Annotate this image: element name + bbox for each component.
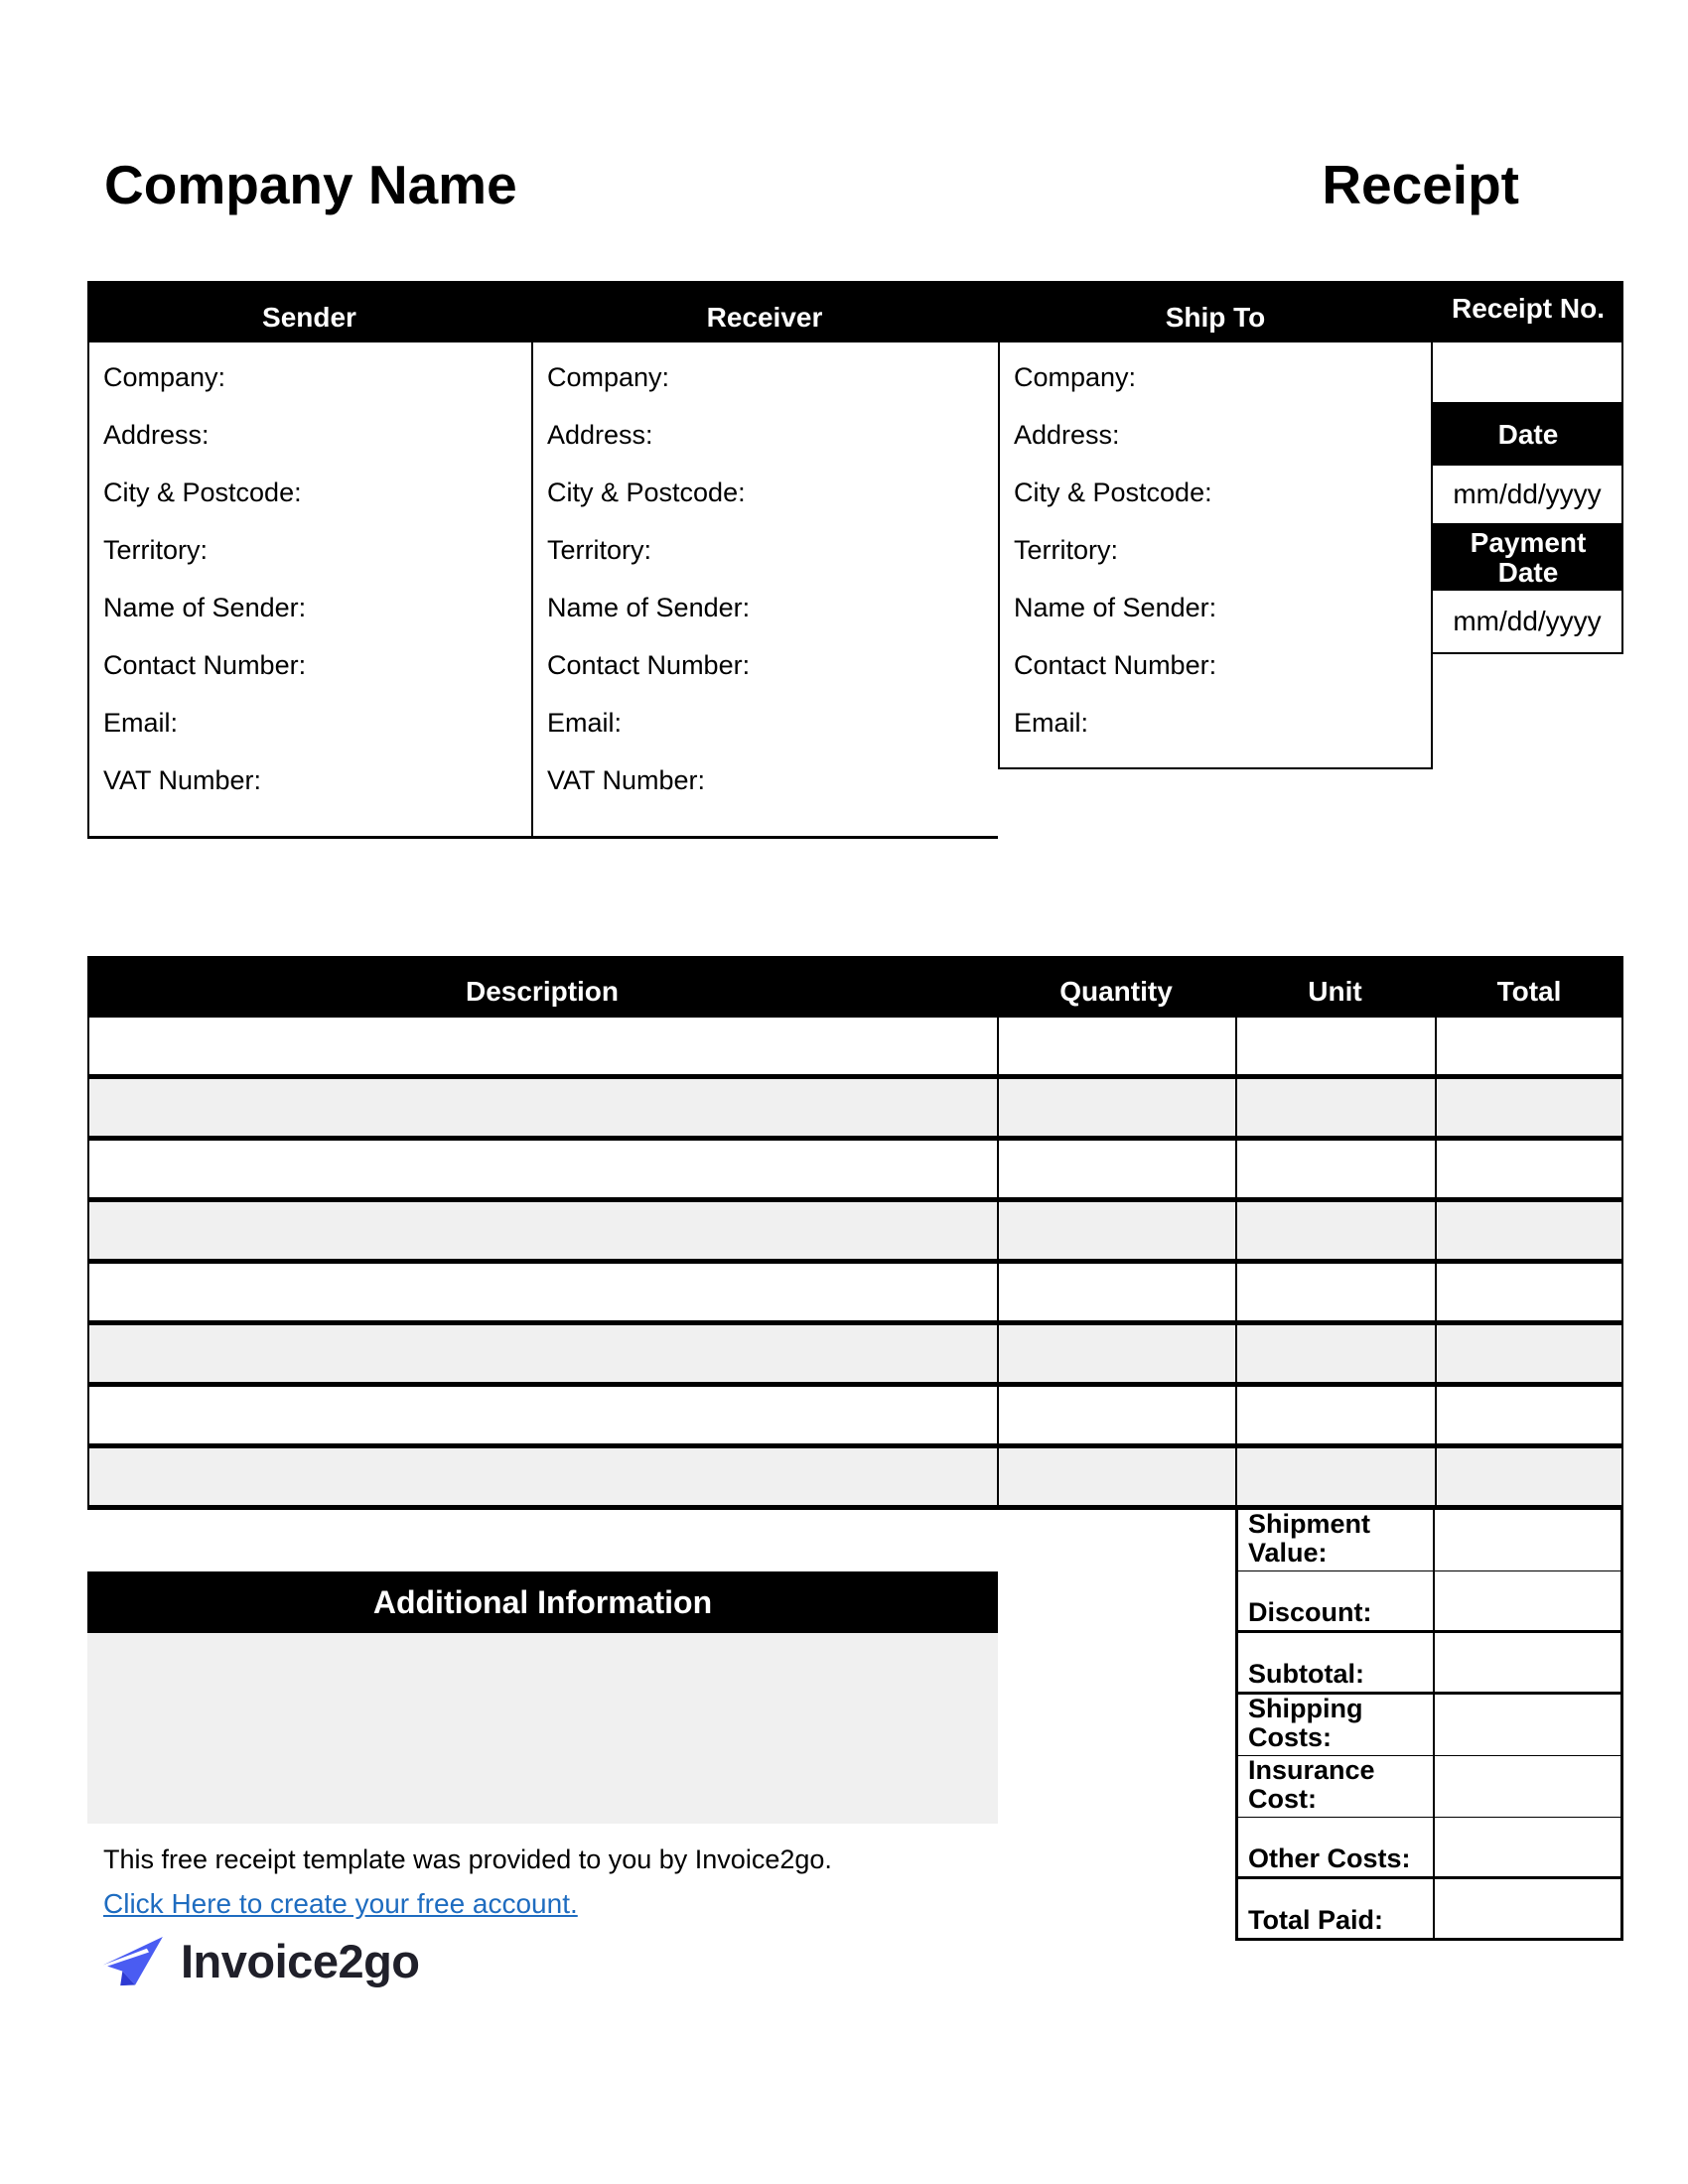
unit-cell[interactable] — [1235, 1018, 1435, 1074]
sender-address-field[interactable]: Address: — [103, 420, 210, 450]
total-cell[interactable] — [1435, 1325, 1623, 1382]
discount-cell[interactable] — [1435, 1571, 1623, 1630]
table-row — [87, 1264, 1623, 1325]
shipment-value-cell[interactable] — [1435, 1510, 1623, 1570]
sender-name-field[interactable]: Name of Sender: — [103, 593, 307, 622]
receiver-details-box — [531, 342, 998, 839]
other-costs-label: Other Costs: — [1235, 1818, 1435, 1876]
date-header: Date — [1433, 404, 1623, 466]
unit-cell[interactable] — [1235, 1079, 1435, 1136]
logo-wordmark: Invoice2go — [181, 1934, 420, 1987]
paper-plane-icon — [101, 1932, 165, 1989]
quantity-cell[interactable] — [997, 1448, 1235, 1505]
footer-note: This free receipt template was provided to you by Invoice2go. — [103, 1844, 832, 1874]
table-row — [87, 1141, 1623, 1202]
description-cell[interactable] — [87, 1141, 997, 1197]
quantity-cell[interactable] — [997, 1018, 1235, 1074]
quantity-cell[interactable] — [997, 1264, 1235, 1320]
total-cell[interactable] — [1435, 1387, 1623, 1443]
receipt-meta-column — [1433, 342, 1623, 654]
shipping-costs-cell[interactable] — [1435, 1695, 1623, 1755]
description-cell[interactable] — [87, 1387, 997, 1443]
table-row — [87, 1018, 1623, 1079]
shipto-contact-field[interactable]: Contact Number: — [1014, 650, 1217, 680]
receipt-no-input[interactable] — [1433, 342, 1623, 404]
totals-row — [1235, 1571, 1623, 1633]
parties-body — [87, 342, 1623, 839]
receiver-city-field[interactable]: City & Postcode: — [547, 478, 746, 507]
sender-vat-field[interactable]: VAT Number: — [103, 765, 262, 795]
create-account-link[interactable]: Click Here to create your free account. — [103, 1888, 578, 1919]
description-cell[interactable] — [87, 1448, 997, 1505]
receiver-email-field[interactable]: Email: — [547, 708, 623, 738]
shipto-city-field[interactable]: City & Postcode: — [1014, 478, 1212, 507]
parties-header-band — [87, 281, 1623, 342]
parties-section — [87, 281, 1623, 839]
discount-label: Discount: — [1235, 1571, 1435, 1630]
shipto-header: Ship To — [1165, 302, 1266, 333]
shipto-name-field[interactable]: Name of Sender: — [1014, 593, 1217, 622]
receipt-no-header: Receipt No. — [1451, 293, 1606, 324]
description-cell[interactable] — [87, 1202, 997, 1259]
insurance-cost-label: Insurance Cost: — [1235, 1756, 1435, 1817]
quantity-cell[interactable] — [997, 1202, 1235, 1259]
receiver-name-field[interactable]: Name of Sender: — [547, 593, 751, 622]
total-cell[interactable] — [1435, 1079, 1623, 1136]
total-cell[interactable] — [1435, 1141, 1623, 1197]
totals-section — [1235, 1510, 1623, 1941]
shipment-value-label: Shipment Value: — [1235, 1510, 1435, 1570]
receiver-contact-field[interactable]: Contact Number: — [547, 650, 751, 680]
unit-cell[interactable] — [1235, 1202, 1435, 1259]
invoice2go-logo — [101, 1932, 420, 1989]
receiver-territory-field[interactable]: Territory: — [547, 535, 652, 565]
unit-cell[interactable] — [1235, 1264, 1435, 1320]
total-paid-label: Total Paid: — [1235, 1879, 1435, 1938]
unit-cell[interactable] — [1235, 1141, 1435, 1197]
payment-date-input[interactable]: mm/dd/yyyy — [1433, 591, 1623, 654]
description-cell[interactable] — [87, 1264, 997, 1320]
sender-territory-field[interactable]: Territory: — [103, 535, 209, 565]
payment-date-header: Payment Date — [1433, 525, 1623, 591]
receiver-company-field[interactable]: Company: — [547, 362, 670, 392]
unit-header: Unit — [1308, 976, 1362, 1007]
quantity-header: Quantity — [1059, 976, 1173, 1007]
items-header-band — [87, 956, 1623, 1018]
receipt-title: Receipt — [1322, 154, 1519, 215]
table-row — [87, 1079, 1623, 1141]
shipto-email-field[interactable]: Email: — [1014, 708, 1089, 738]
quantity-cell[interactable] — [997, 1387, 1235, 1443]
totals-row — [1235, 1695, 1623, 1756]
total-header: Total — [1496, 976, 1562, 1007]
quantity-cell[interactable] — [997, 1141, 1235, 1197]
unit-cell[interactable] — [1235, 1448, 1435, 1505]
other-costs-cell[interactable] — [1435, 1818, 1623, 1876]
total-cell[interactable] — [1435, 1264, 1623, 1320]
description-cell[interactable] — [87, 1325, 997, 1382]
quantity-cell[interactable] — [997, 1079, 1235, 1136]
sender-contact-field[interactable]: Contact Number: — [103, 650, 307, 680]
total-cell[interactable] — [1435, 1448, 1623, 1505]
totals-row — [1235, 1633, 1623, 1695]
unit-cell[interactable] — [1235, 1387, 1435, 1443]
sender-details-box — [87, 342, 531, 839]
subtotal-label: Subtotal: — [1235, 1633, 1435, 1692]
additional-info-header: Additional Information — [87, 1571, 998, 1633]
total-cell[interactable] — [1435, 1202, 1623, 1259]
receiver-vat-field[interactable]: VAT Number: — [547, 765, 706, 795]
company-name-title[interactable]: Company Name — [104, 154, 517, 215]
description-header: Description — [465, 976, 620, 1007]
shipto-territory-field[interactable]: Territory: — [1014, 535, 1119, 565]
subtotal-cell[interactable] — [1435, 1633, 1623, 1692]
description-cell[interactable] — [87, 1079, 997, 1136]
quantity-cell[interactable] — [997, 1325, 1235, 1382]
items-section — [87, 956, 1623, 1510]
additional-info-box[interactable] — [87, 1633, 998, 1824]
totals-row — [1235, 1756, 1623, 1818]
sender-city-field[interactable]: City & Postcode: — [103, 478, 302, 507]
total-paid-cell[interactable] — [1435, 1879, 1623, 1938]
totals-row — [1235, 1879, 1623, 1941]
sender-email-field[interactable]: Email: — [103, 708, 179, 738]
shipto-details-box — [998, 342, 1433, 769]
shipping-costs-label: Shipping Costs: — [1235, 1695, 1435, 1755]
title-row — [104, 155, 1519, 215]
sender-company-field[interactable]: Company: — [103, 362, 226, 392]
totals-row — [1235, 1510, 1623, 1571]
totals-row — [1235, 1818, 1623, 1879]
table-row — [87, 1448, 1623, 1510]
description-cell[interactable] — [87, 1018, 997, 1074]
table-row — [87, 1387, 1623, 1448]
receiver-header: Receiver — [706, 302, 823, 333]
date-input[interactable]: mm/dd/yyyy — [1433, 466, 1623, 525]
insurance-cost-cell[interactable] — [1435, 1756, 1623, 1817]
sender-header: Sender — [262, 302, 356, 333]
unit-cell[interactable] — [1235, 1325, 1435, 1382]
shipto-address-field[interactable]: Address: — [1014, 420, 1120, 450]
shipto-company-field[interactable]: Company: — [1014, 362, 1137, 392]
table-row — [87, 1325, 1623, 1387]
total-cell[interactable] — [1435, 1018, 1623, 1074]
receiver-address-field[interactable]: Address: — [547, 420, 653, 450]
table-row — [87, 1202, 1623, 1264]
